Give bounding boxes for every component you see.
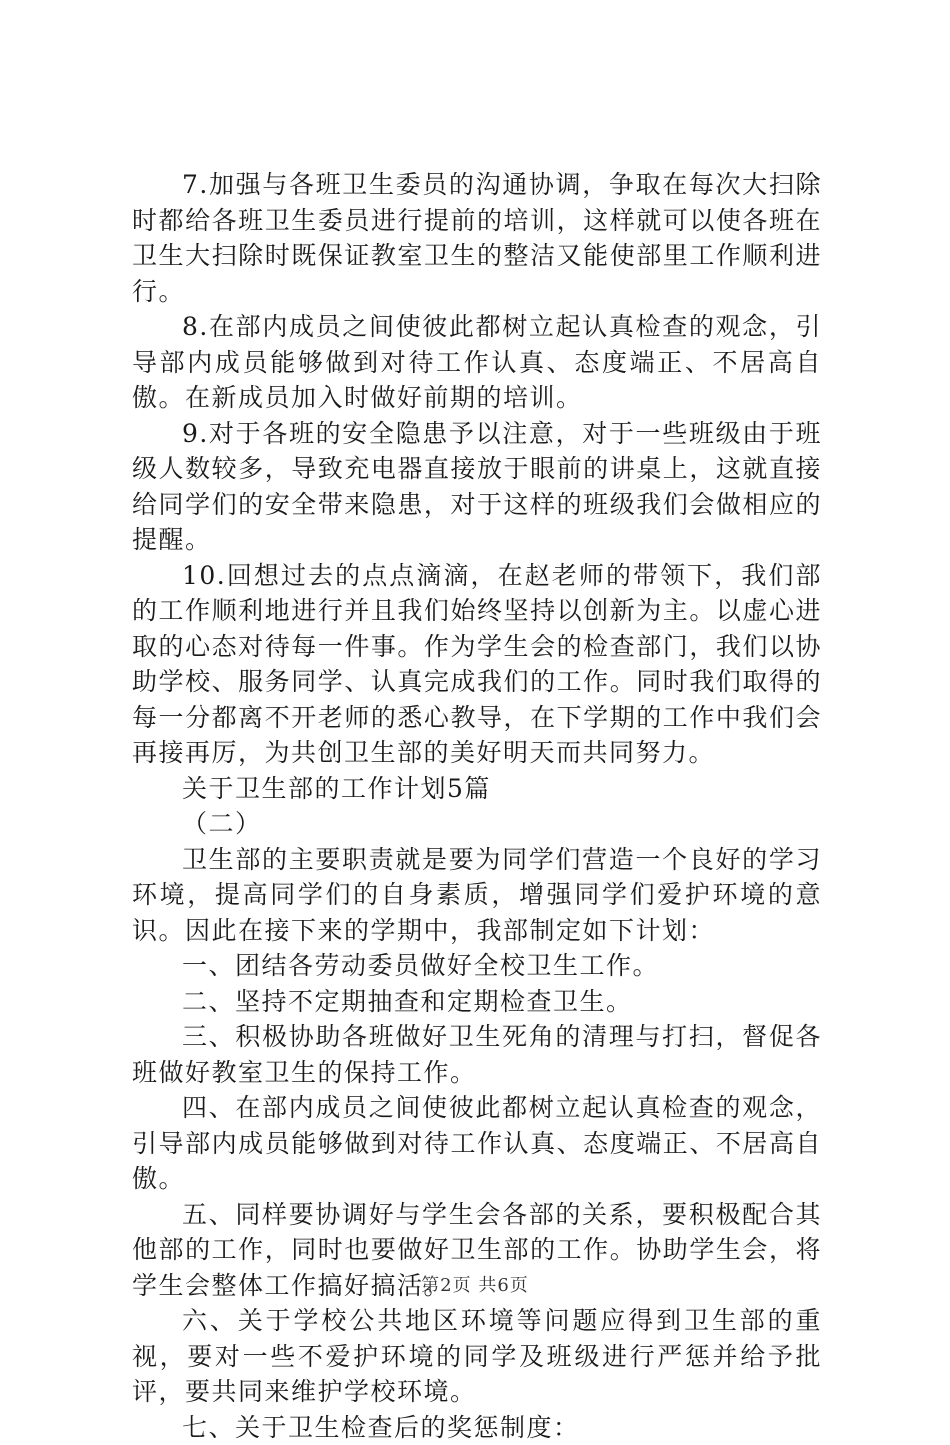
plan-item-6: 六、关于学校公共地区环境等问题应得到卫生部的重视，要对一些不爱护环境的同学及班级进行严惩并给予批评，要共同来维护学校环境。 [132, 1303, 822, 1410]
plan-item-7: 七、关于卫生检查后的奖惩制度： [132, 1410, 822, 1445]
plan-item-4: 四、在部内成员之间使彼此都树立起认真检查的观念，引导部内成员能够做到对待工作认真、态度端正、不居高自傲。 [132, 1090, 822, 1197]
intro-paragraph: 卫生部的主要职责就是要为同学们营造一个良好的学习环境，提高同学们的自身素质，增强同学们爱护环境的意识。因此在接下来的学期中，我部制定如下计划： [132, 842, 822, 949]
plan-item-3: 三、积极协助各班做好卫生死角的清理与打扫，督促各班做好教室卫生的保持工作。 [132, 1019, 822, 1090]
paragraph-item-10: 10.回想过去的点点滴滴，在赵老师的带领下，我们部的工作顺利地进行并且我们始终坚持以创新为主。以虚心进取的心态对待每一件事。作为学生会的检查部门，我们以协助学校、服务同学、认真完成我们的工作。同时我们取得的每一分都离不开老师的悉心教导，在下学期的工作中我们会再接再厉，为共创卫生部的美好明天而共同努力。 [132, 558, 822, 771]
section-heading: 关于卫生部的工作计划5篇 [132, 771, 822, 807]
plan-item-5: 五、同样要协调好与学生会各部的关系，要积极配合其他部的工作，同时也要做好卫生部的工作。协助学生会，将学生会整体工作搞好搞活。 [132, 1197, 822, 1304]
document-body [132, 167, 822, 1445]
paragraph-item-8: 8.在部内成员之间使彼此都树立起认真检查的观念，引导部内成员能够做到对待工作认真、态度端正、不居高自傲。在新成员加入时做好前期的培训。 [132, 309, 822, 416]
paragraph-item-9: 9.对于各班的安全隐患予以注意，对于一些班级由于班级人数较多，导致充电器直接放于眼前的讲桌上，这就直接给同学们的安全带来隐患，对于这样的班级我们会做相应的提醒。 [132, 416, 822, 558]
section-subheading: （二） [132, 806, 822, 842]
plan-item-1: 一、团结各劳动委员做好全校卫生工作。 [132, 948, 822, 984]
page-footer: 第2页 共6页 [0, 1271, 950, 1297]
paragraph-item-7: 7.加强与各班卫生委员的沟通协调，争取在每次大扫除时都给各班卫生委员进行提前的培训，这样就可以使各班在卫生大扫除时既保证教室卫生的整洁又能使部里工作顺利进行。 [132, 167, 822, 309]
plan-item-2: 二、坚持不定期抽查和定期检查卫生。 [132, 984, 822, 1020]
